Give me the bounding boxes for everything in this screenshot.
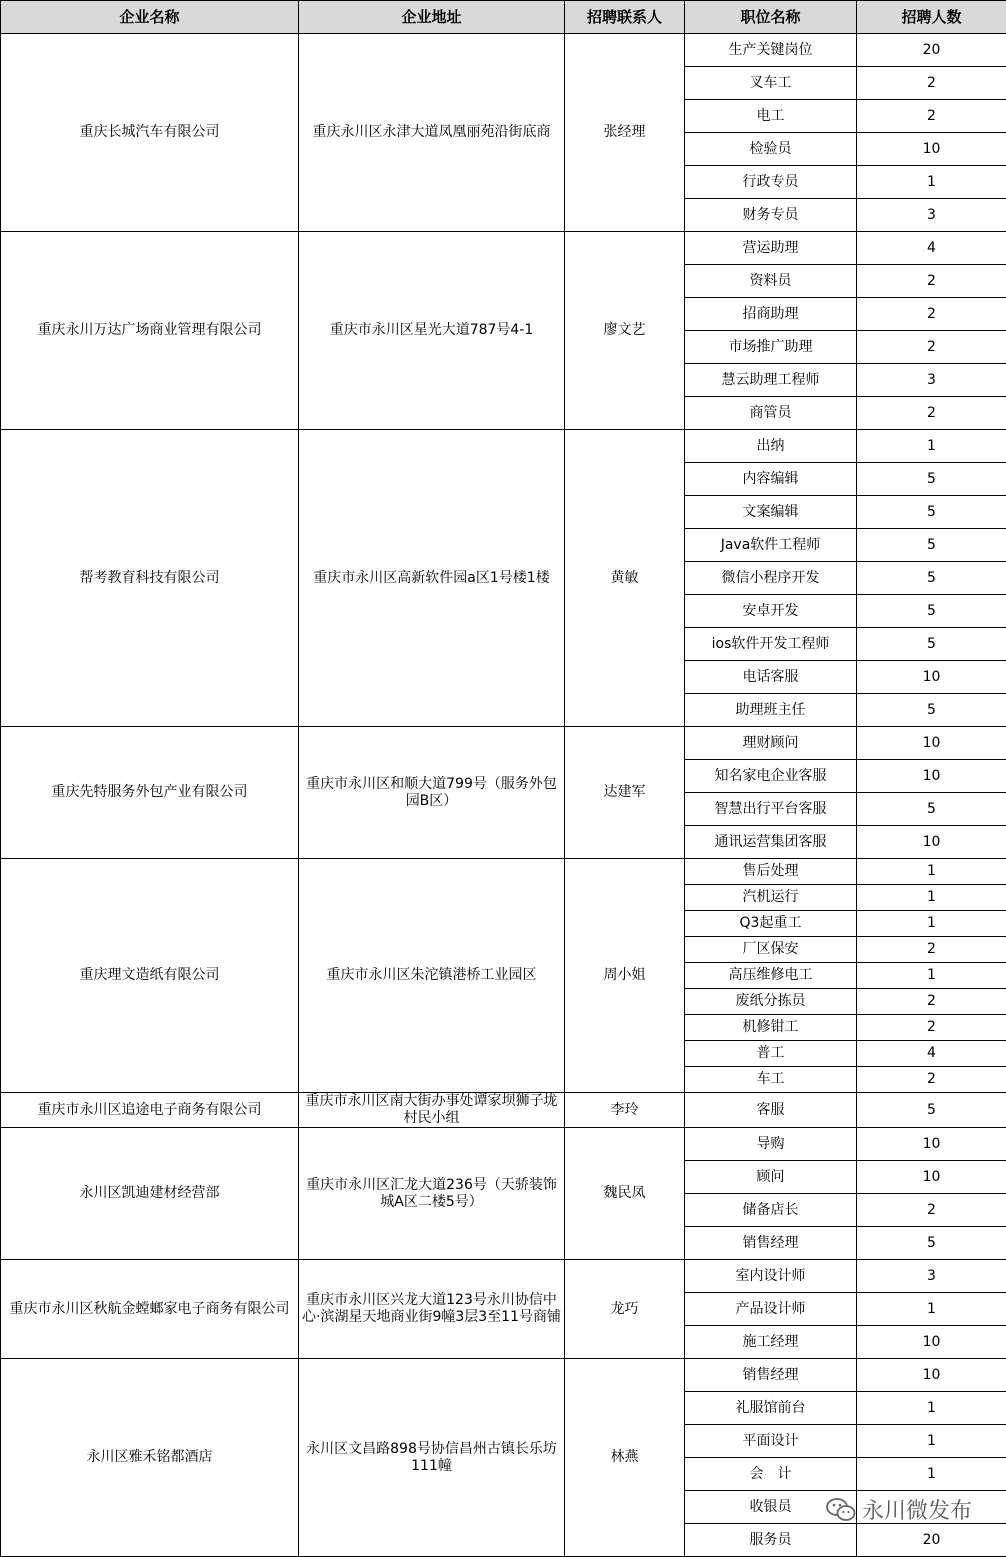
position-count: 2 <box>857 937 1006 963</box>
position-name: 叉车工 <box>685 67 857 100</box>
company-address: 重庆市永川区汇龙大道236号（天骄装饰城A区二楼5号） <box>299 1128 565 1260</box>
company-name: 重庆长城汽车有限公司 <box>1 34 299 232</box>
position-count: 5 <box>857 694 1006 727</box>
position-count: 1 <box>857 430 1006 463</box>
header-position: 职位名称 <box>685 1 857 34</box>
position-name: 车工 <box>685 1067 857 1093</box>
position-count: 5 <box>857 496 1006 529</box>
position-name: 服务员 <box>685 1524 857 1557</box>
company-contact: 张经理 <box>565 34 685 232</box>
position-name: 平面设计 <box>685 1425 857 1458</box>
position-name: 会 计 <box>685 1458 857 1491</box>
position-name: Java软件工程师 <box>685 529 857 562</box>
position-count: 10 <box>857 1326 1006 1359</box>
position-name: Q3起重工 <box>685 911 857 937</box>
position-count: 10 <box>857 760 1006 793</box>
header-row <box>1 1 1006 34</box>
position-name: 招商助理 <box>685 298 857 331</box>
position-count: 4 <box>857 1041 1006 1067</box>
position-count: 2 <box>857 1015 1006 1041</box>
company-address: 重庆市永川区和顺大道799号（服务外包园B区） <box>299 727 565 859</box>
position-count: 2 <box>857 298 1006 331</box>
position-name: 高压维修电工 <box>685 963 857 989</box>
company-name: 重庆理文造纸有限公司 <box>1 859 299 1093</box>
position-count: 3 <box>857 1260 1006 1293</box>
header-count: 招聘人数 <box>857 1 1006 34</box>
position-count: 20 <box>857 34 1006 67</box>
company-address: 重庆市永川区朱沱镇港桥工业园区 <box>299 859 565 1093</box>
position-name: 汽机运行 <box>685 885 857 911</box>
header-address: 企业地址 <box>299 1 565 34</box>
position-name: 礼服馆前台 <box>685 1392 857 1425</box>
company-contact: 魏民凤 <box>565 1128 685 1260</box>
table-row <box>1 859 1006 885</box>
position-count: 2 <box>857 100 1006 133</box>
company-contact: 黄敏 <box>565 430 685 727</box>
position-name: 普工 <box>685 1041 857 1067</box>
company-contact: 达建军 <box>565 727 685 859</box>
position-count: 1 <box>857 1392 1006 1425</box>
position-count: 2 <box>857 397 1006 430</box>
company-name: 帮考教育科技有限公司 <box>1 430 299 727</box>
table-row <box>1 1093 1006 1128</box>
position-count: 5 <box>857 463 1006 496</box>
position-count: 2 <box>857 331 1006 364</box>
position-name: 资料员 <box>685 265 857 298</box>
position-name: 商管员 <box>685 397 857 430</box>
table-row <box>1 232 1006 265</box>
position-count: 1 <box>857 166 1006 199</box>
table-row <box>1 1359 1006 1392</box>
company-contact: 李玲 <box>565 1093 685 1128</box>
position-count: 2 <box>857 265 1006 298</box>
table-row <box>1 727 1006 760</box>
position-count: 10 <box>857 1359 1006 1392</box>
position-count: 2 <box>857 1067 1006 1093</box>
position-count: 10 <box>857 826 1006 859</box>
position-name: 营运助理 <box>685 232 857 265</box>
position-name: 客服 <box>685 1093 857 1128</box>
position-count: 1 <box>857 1425 1006 1458</box>
company-contact: 林燕 <box>565 1359 685 1557</box>
company-address: 重庆市永川区南大街办事处谭家坝狮子垅村民小组 <box>299 1093 565 1128</box>
wechat-logo-icon <box>826 1497 856 1523</box>
position-name: 室内设计师 <box>685 1260 857 1293</box>
position-name: 销售经理 <box>685 1227 857 1260</box>
company-address: 重庆市永川区兴龙大道123号永川协信中心·滨湖星天地商业街9幢3层3至11号商铺 <box>299 1260 565 1359</box>
position-name: 理财顾问 <box>685 727 857 760</box>
position-count: 5 <box>857 1093 1006 1128</box>
position-count: 4 <box>857 232 1006 265</box>
position-name: 厂区保安 <box>685 937 857 963</box>
position-name: 废纸分拣员 <box>685 989 857 1015</box>
header-contact: 招聘联系人 <box>565 1 685 34</box>
position-count: 1 <box>857 859 1006 885</box>
header-company: 企业名称 <box>1 1 299 34</box>
position-name: 顾问 <box>685 1161 857 1194</box>
position-count: 1 <box>857 885 1006 911</box>
position-name: ios软件开发工程师 <box>685 628 857 661</box>
position-count: 5 <box>857 1227 1006 1260</box>
company-name: 重庆市永川区追途电子商务有限公司 <box>1 1093 299 1128</box>
position-count: 2 <box>857 67 1006 100</box>
position-count: 2 <box>857 1194 1006 1227</box>
position-name: 施工经理 <box>685 1326 857 1359</box>
company-address: 重庆市永川区高新软件园a区1号楼1楼 <box>299 430 565 727</box>
position-name: 电话客服 <box>685 661 857 694</box>
position-name: 电工 <box>685 100 857 133</box>
company-name: 永川区凯迪建材经营部 <box>1 1128 299 1260</box>
position-count: 20 <box>857 1524 1006 1557</box>
position-name: 收银员 <box>685 1491 857 1524</box>
position-name: 销售经理 <box>685 1359 857 1392</box>
position-name: 检验员 <box>685 133 857 166</box>
watermark-text: 永川微发布 <box>862 1494 972 1525</box>
position-name: 通讯运营集团客服 <box>685 826 857 859</box>
company-address: 重庆永川区永津大道凤凰丽苑沿街底商 <box>299 34 565 232</box>
position-count: 5 <box>857 562 1006 595</box>
position-count: 5 <box>857 628 1006 661</box>
position-count: 10 <box>857 661 1006 694</box>
position-count: 5 <box>857 793 1006 826</box>
table-row <box>1 1260 1006 1293</box>
position-name: 微信小程序开发 <box>685 562 857 595</box>
position-count: 1 <box>857 911 1006 937</box>
position-name: 出纳 <box>685 430 857 463</box>
position-count: 10 <box>857 1161 1006 1194</box>
company-address: 重庆市永川区星光大道787号4-1 <box>299 232 565 430</box>
position-name: 机修钳工 <box>685 1015 857 1041</box>
position-name: 内容编辑 <box>685 463 857 496</box>
company-name: 重庆永川万达广场商业管理有限公司 <box>1 232 299 430</box>
position-count: 1 <box>857 1458 1006 1491</box>
table-row <box>1 34 1006 67</box>
position-name: 售后处理 <box>685 859 857 885</box>
position-count: 1 <box>857 963 1006 989</box>
position-name: 财务专员 <box>685 199 857 232</box>
position-name: 文案编辑 <box>685 496 857 529</box>
position-count: 10 <box>857 1128 1006 1161</box>
position-name: 导购 <box>685 1128 857 1161</box>
position-name: 储备店长 <box>685 1194 857 1227</box>
position-name: 产品设计师 <box>685 1293 857 1326</box>
position-name: 安卓开发 <box>685 595 857 628</box>
company-name: 重庆市永川区秋航金螳螂家电子商务有限公司 <box>1 1260 299 1359</box>
position-name: 行政专员 <box>685 166 857 199</box>
position-name: 生产关键岗位 <box>685 34 857 67</box>
table-row <box>1 430 1006 463</box>
position-count: 3 <box>857 364 1006 397</box>
position-count: 10 <box>857 133 1006 166</box>
position-count: 5 <box>857 595 1006 628</box>
position-count: 1 <box>857 1293 1006 1326</box>
position-count: 2 <box>857 989 1006 1015</box>
position-name: 市场推广助理 <box>685 331 857 364</box>
table-body <box>1 34 1006 1557</box>
company-contact: 周小姐 <box>565 859 685 1093</box>
position-name: 助理班主任 <box>685 694 857 727</box>
watermark <box>826 1494 972 1525</box>
position-count: 5 <box>857 529 1006 562</box>
table-row <box>1 1128 1006 1161</box>
position-name: 慧云助理工程师 <box>685 364 857 397</box>
position-count: 3 <box>857 199 1006 232</box>
company-address: 永川区文昌路898号协信昌州古镇长乐坊111幢 <box>299 1359 565 1557</box>
company-contact: 龙巧 <box>565 1260 685 1359</box>
position-name: 智慧出行平台客服 <box>685 793 857 826</box>
position-name: 知名家电企业客服 <box>685 760 857 793</box>
company-name: 重庆先特服务外包产业有限公司 <box>1 727 299 859</box>
position-count: 10 <box>857 727 1006 760</box>
company-contact: 廖文艺 <box>565 232 685 430</box>
company-name: 永川区雅禾铭都酒店 <box>1 1359 299 1557</box>
